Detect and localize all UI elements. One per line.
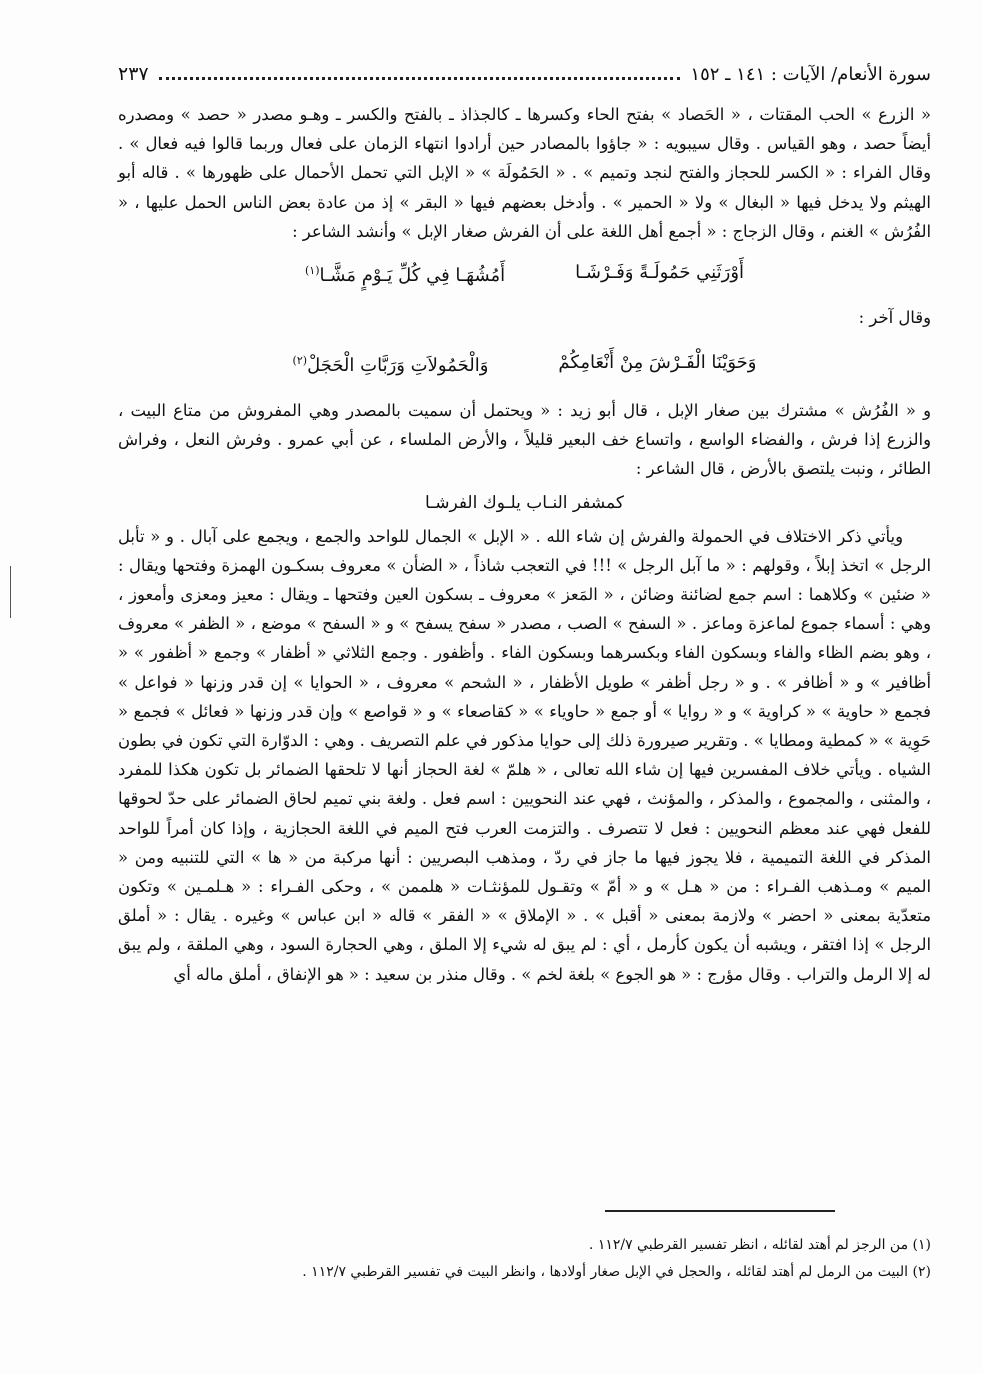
verse-1-second-hemistich: أَمُشُهَـا فِي كُلِّ يَـوْمٍ مَشَّـا$^{(١)}$ (305, 263, 506, 286)
verse-2 (118, 336, 931, 390)
margin-line (10, 566, 11, 618)
footnote-ref-2: (٢) (292, 353, 308, 367)
verse-2-second-hemistich: وَالْحَمُولاَتِ وَرَبَّاتِ الْحَجَلْ$^{(٢)}$ (292, 353, 489, 376)
footnotes (118, 1232, 931, 1286)
surah-title: سورة الأنعام/ الآيات : ١٤١ ـ ١٥٢ (690, 63, 931, 85)
verse-1-first-hemistich: أَوْرَثَنِي حَمُولَـةً وَفَـرْشَـا (575, 262, 745, 284)
another-poet-label: وقال آخر : (858, 308, 931, 328)
page-number: ٢٣٧ (118, 63, 149, 85)
dotted-leader (159, 77, 681, 80)
paragraph-1: « الزرع » الحب المقتات ، « الحَصاد » بفتح الحاء وكسرها ـ كالجذاذ ـ بالفتح والكسر ـ وهـو مصدر « حصد » ومصدره أيضاً حصد ، وهو القياس . وقال سيبويه : « جاؤوا بالمصادر حين أرادوا انتهاء الزمان على فعال وربما قالوا فيه فعال » . وقال الفراء : « الكسر للحجاز والفتح لنجد وتميم » . « الحَمُولَة » « الإبل التي تحمل الأحمال على ظهورها » . قاله أبو الهيثم ولا يدخل فيها « البغال » ولا « الحمير » . وأدخل بعضهم فيها « البقر » إذ من عادة بعض الناس الحمل عليها ، « الفُرُش » الغنم ، وقال الزجاج : « أجمع أهل اللغة على أن الفرش صغار الإبل » وأنشد الشاعر : (118, 105, 931, 241)
paragraph-3: و « الفُرُش » مشترك بين صغار الإبل ، قال أبو زيد : « ويحتمل أن سميت بالمصدر وهي المفروش من متاع البيت ، والزرع إذا فرش ، والفضاء الواسع ، واتساع خف البعير قليلاً ، والأرض الملساء ، عن أبي عمرو . وفرش النعل ، وفراش الطائر ، ونبت يلتصق بالأرض ، قال الشاعر : (118, 401, 931, 479)
footnote-ref-1: (١) (305, 263, 320, 277)
footnote-1: (١) من الرجز لم أهتد لقائله ، انظر تفسير القرطبي ١١٢/٧ . (588, 1237, 931, 1253)
main-text (118, 100, 931, 989)
footnote-2: (٢) البيت من الرمل لم أهتد لقائله ، والحجل في الإبل صغار أولادها ، وانظر البيت في تفسير القرطبي ١١٢/٧ . (302, 1264, 931, 1280)
verse-2-first-hemistich: وَحَوَيْنَا الْفَـرْشَ مِنْ أَنْعَامِكُمْ (558, 352, 757, 374)
verse-1 (118, 246, 931, 300)
verse-3: كمشفر النـاب يلـوك الفرشـا (425, 492, 624, 513)
running-header (118, 58, 931, 90)
paragraph-4: ويأتي ذكر الاختلاف في الحمولة والفرش إن شاء الله . « الإبل » الجمال للواحد والجمع ، ويجمع على آبال . و « تأبل الرجل » اتخذ إبلاً ، وقولهم : « ما آبل الرجل » !!! في التعجب شاذاً ، « الضأن » معروف بسكـون الهمزة وفتحها ويقال : « ضئين » وكلاهما : اسم جمع لضائنة وضائن ، « المَعز » معروف ـ بسكون العين وفتحها ـ ويقال : معيز ومعزى وأمعوز ، وهي : أسماء جموع لماعزة وماعز . « السفح » الصب ، مصدر « سفح يسفح » و « السفح » موضع ، « الظفر » معروف ، وهو بضم الظاء والفاء وبسكون الفاء وبكسرهما وبسكون الفاء . وأظفور . وجمع الثلاثي « أظفار » وجمع « أظفور » « أظافير » و « أظافر » . و « رجل أظفر » طويل الأظفار ، « الشحم » معروف ، « الحوايا » إن قدر وزنها « فواعل » فجمع « حاوية » « كراوية » و « روايا » أو جمع « حاوياء » « كقاصعاء » و « قواصع » وإن قدر وزنها « فعائل » فجمع « حَوِية » « كمطية ومطايا » . وتقرير صيرورة ذلك إلى حوايا مذكور في علم التصريف . وهي : الدوّارة التي تكون في بطون الشياه . ويأتي خلاف المفسرين فيها إن شاء الله تعالى ، « هلمّ » لغة الحجاز أنها لا تلحقها الضمائر بل تكون هكذا للمفرد ، والمثنى ، والمجموع ، والمذكر ، والمؤنث ، فهي عند النحويين : اسم فعل . ولغة بني تميم لحاق الضمائر على حدّ لحوقها للفعل فهي عند معظم النحويين : فعل لا تتصرف . والتزمت العرب فتح الميم في اللغة الحجازية ، وإذا كان أمراً للواحد المذكر في اللغة التميمية ، فلا يجوز فيها ما جاز في ردّ ، ومذهب البصريين : أنها مركبة من « ها » التي للتنبيه ومن « الميم » ومـذهب الفـراء : من « هـل » و « أمّ » وتقـول للمؤنثـات « هلممن » ، وحكى الفـراء : « هـلمـين » وتكون متعدّية بمعنى « احضر » ولازمة بمعنى « أقبل » . « الإملاق » « الفقر » قاله « ابن عباس » وغيره . يقال : « أملق الرجل » إذا افتقر ، ويشبه أن يكون كأرمل ، أي : لم يبق له شيء إلا الملق ، وهي الحجارة السود ، وهي الملقة ، ولم يبق له إلا الرمل والتراب . وقال مؤرج : « هو الجوع » بلغة لخم » . وقال منذر بن سعيد : « هو الإنفاق ، أملق ماله أي (118, 526, 931, 984)
footnote-separator (605, 1210, 835, 1212)
